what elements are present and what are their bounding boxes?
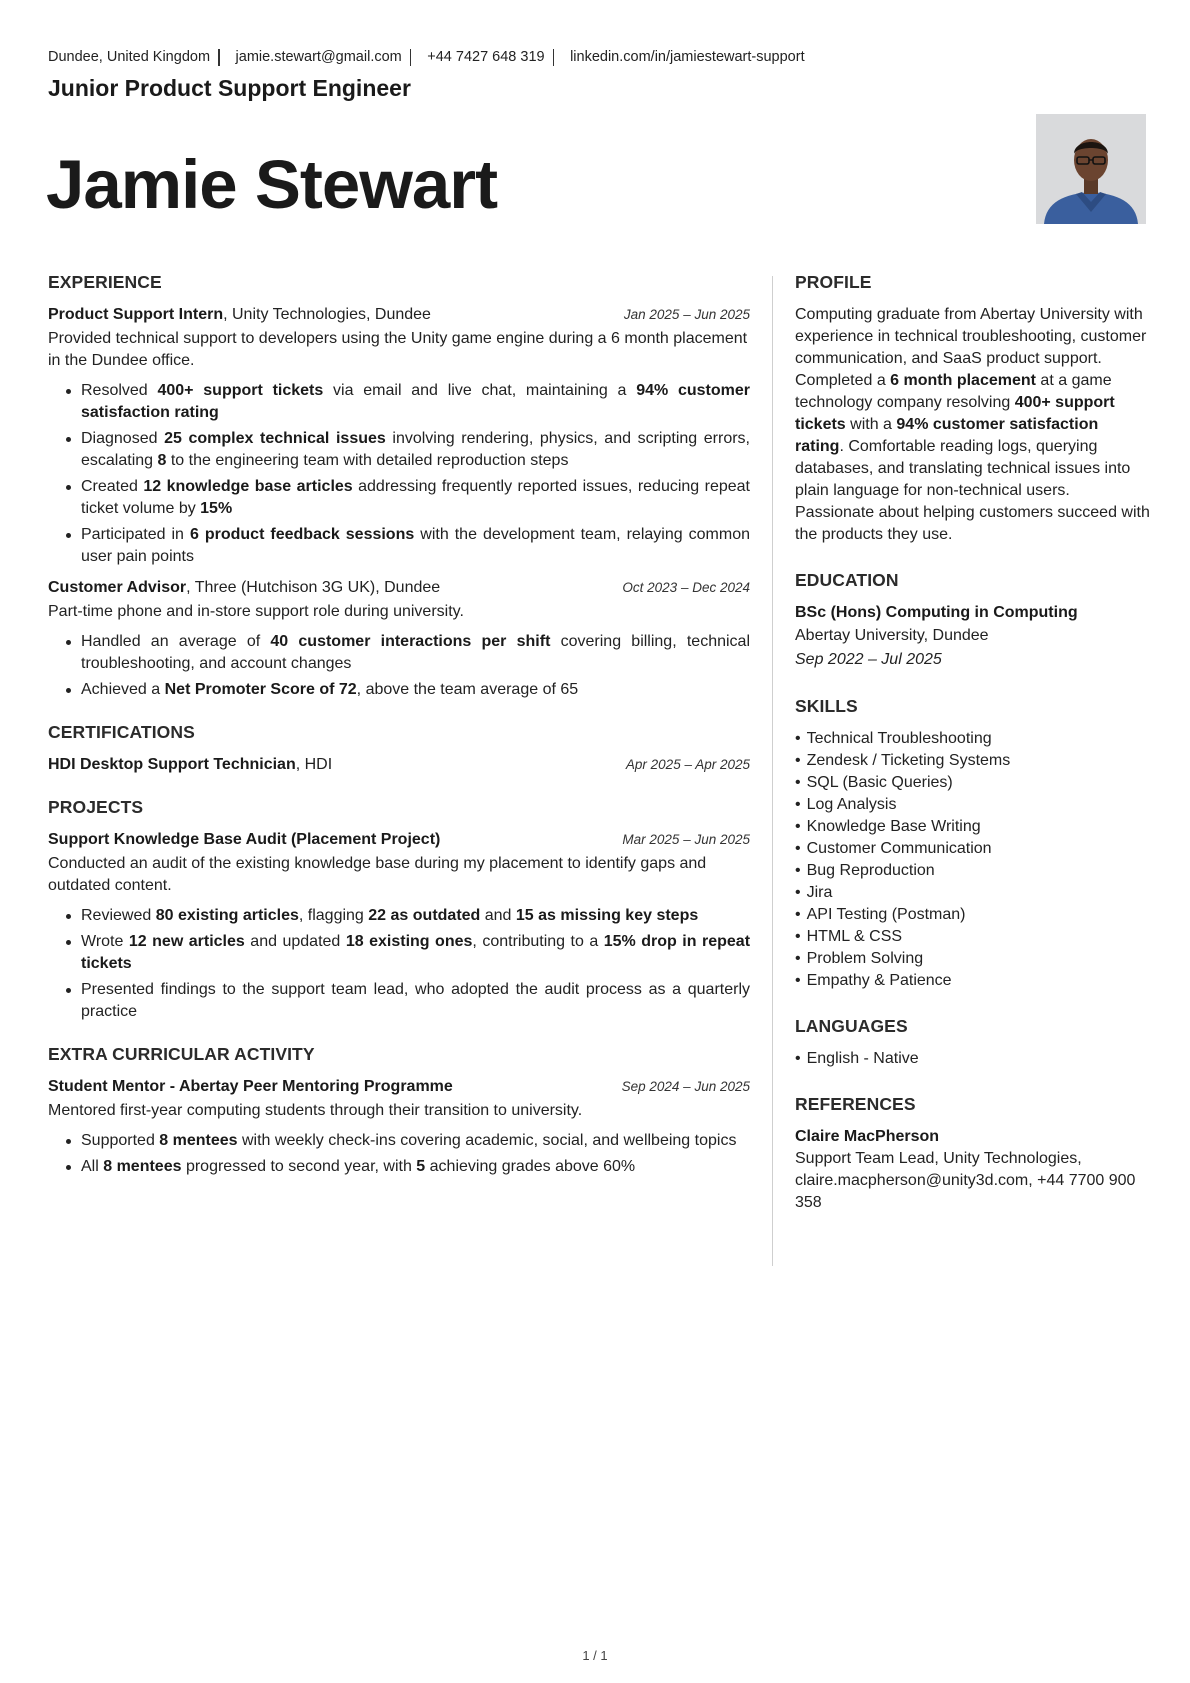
certification-entry — [48, 754, 750, 776]
entry-header — [48, 1076, 750, 1098]
entry-role: Student Mentor - Abertay Peer Mentoring Programme — [48, 1078, 453, 1095]
section-heading: CERTIFICATIONS — [48, 722, 195, 742]
candidate-name: Jamie Stewart — [46, 146, 498, 223]
entry-org: , Three (Hutchison 3G UK), Dundee — [186, 579, 441, 596]
column-divider — [772, 276, 773, 1266]
profile-text: Computing graduate from Abertay University with experience in technical troubleshooting, customer communication, and SaaS product support. Completed a 6 month placement at a game technology company resolving 400+ support tickets with a 94% customer satisfaction rating. Comfortable reading logs, querying databases, and translating technical issues into plain language for non-technical users. Passionate about helping customers succeed with the products they use. — [795, 306, 1150, 543]
entry-role: HDI Desktop Support Technician — [48, 756, 296, 773]
experience-entry — [48, 304, 750, 568]
skill-item: • Bug Reproduction — [795, 860, 1150, 882]
bullet-item: Presented findings to the support team lead, who adopted the audit process as a quarterly practice — [81, 979, 750, 1023]
section-heading: EXPERIENCE — [48, 272, 162, 292]
skill-item: • API Testing (Postman) — [795, 904, 1150, 926]
reference-details: Support Team Lead, Unity Technologies, claire.macpherson@unity3d.com, +44 7700 900 358 — [795, 1150, 1136, 1211]
skill-item: • HTML & CSS — [795, 926, 1150, 948]
entry-org: , Unity Technologies, Dundee — [223, 306, 431, 323]
contact-separator — [410, 49, 412, 66]
skill-item: • Knowledge Base Writing — [795, 816, 1150, 838]
section-heading: PROJECTS — [48, 797, 144, 817]
entry-description: Part-time phone and in-store support role during university. — [48, 603, 464, 620]
skill-item: • Technical Troubleshooting — [795, 728, 1150, 750]
bullet-list — [48, 1130, 750, 1178]
contact-separator — [218, 49, 220, 66]
entry-date: Mar 2025 – Jun 2025 — [622, 832, 750, 847]
projects-section — [48, 795, 750, 1023]
bullet-item: Diagnosed 25 complex technical issues involving rendering, physics, and scripting errors, escalating 8 to the engineering team with detailed reproduction steps — [81, 428, 750, 472]
contact-phone[interactable]: +44 7427 648 319 — [427, 49, 545, 65]
references-section — [795, 1092, 1150, 1214]
section-heading: PROFILE — [795, 272, 872, 292]
main-column — [48, 270, 750, 1197]
bullet-item: Handled an average of 40 customer interactions per shift covering billing, technical troubleshooting, and account changes — [81, 631, 750, 675]
skill-item: • Customer Communication — [795, 838, 1150, 860]
bullet-item: Resolved 400+ support tickets via email and live chat, maintaining a 94% customer satisfaction rating — [81, 380, 750, 424]
languages-list — [795, 1048, 1150, 1070]
entry-role: Customer Advisor — [48, 579, 187, 596]
skill-item: • Zendesk / Ticketing Systems — [795, 750, 1150, 772]
section-heading: EDUCATION — [795, 570, 899, 590]
reference-name: Claire MacPherson — [795, 1128, 940, 1145]
entry-org: , HDI — [295, 756, 333, 773]
entry-date: Oct 2023 – Dec 2024 — [622, 580, 750, 595]
contact-linkedin[interactable]: linkedin.com/in/jamiestewart-support — [570, 49, 805, 65]
contact-separator — [553, 49, 555, 66]
languages-section — [795, 1014, 1150, 1070]
entry-description: Conducted an audit of the existing knowledge base during my placement to identify gaps and outdated content. — [48, 855, 707, 894]
section-heading: LANGUAGES — [795, 1016, 908, 1036]
certifications-section — [48, 720, 750, 776]
entry-header — [48, 754, 750, 776]
bullet-list — [48, 380, 750, 568]
skills-section — [795, 694, 1150, 992]
bullet-item: Created 12 knowledge base articles addressing frequently reported issues, reducing repeat ticket volume by 15% — [81, 476, 750, 520]
entry-date: Jan 2025 – Jun 2025 — [623, 307, 750, 322]
skill-item: • SQL (Basic Queries) — [795, 772, 1150, 794]
section-heading: SKILLS — [795, 696, 858, 716]
entry-date: Sep 2024 – Jun 2025 — [621, 1079, 750, 1094]
entry-description: Mentored first-year computing students through their transition to university. — [48, 1102, 583, 1119]
bullet-item: Reviewed 80 existing articles, flagging 22 as outdated and 15 as missing key steps — [81, 905, 750, 927]
contact-email[interactable]: jamie.stewart@gmail.com — [235, 49, 402, 65]
page-number: 1 / 1 — [582, 1648, 608, 1663]
skill-item: • Jira — [795, 882, 1150, 904]
job-title: Junior Product Support Engineer — [48, 75, 411, 101]
bullet-item: Supported 8 mentees with weekly check-ins covering academic, social, and wellbeing topics — [81, 1130, 750, 1152]
bullet-item: Achieved a Net Promoter Score of 72, above the team average of 65 — [81, 679, 750, 701]
extracurricular-section — [48, 1042, 750, 1178]
section-heading: REFERENCES — [795, 1094, 916, 1114]
section-heading: EXTRA CURRICULAR ACTIVITY — [48, 1044, 315, 1064]
entry-header — [48, 577, 750, 599]
avatar-photo-icon — [1036, 114, 1146, 224]
education-school: Abertay University, Dundee — [795, 627, 989, 644]
education-section — [795, 568, 1150, 672]
project-entry — [48, 829, 750, 1023]
avatar — [1036, 114, 1146, 224]
bullet-item: Participated in 6 product feedback sessions with the development team, relaying common user pain points — [81, 524, 750, 568]
contact-location: Dundee, United Kingdom — [48, 49, 211, 65]
bullet-item: All 8 mentees progressed to second year, with 5 achieving grades above 60% — [81, 1156, 750, 1178]
education-date: Sep 2022 – Jul 2025 — [795, 651, 942, 668]
bullet-list — [48, 631, 750, 701]
skill-item: • Empathy & Patience — [795, 970, 1150, 992]
language-item: • English - Native — [795, 1048, 1150, 1070]
contact-bar — [48, 47, 805, 67]
skill-item: • Problem Solving — [795, 948, 1150, 970]
entry-header — [48, 304, 750, 326]
entry-role: Product Support Intern — [48, 306, 224, 323]
experience-entry — [48, 577, 750, 701]
skills-list — [795, 728, 1150, 992]
education-degree: BSc (Hons) Computing in Computing — [795, 604, 1078, 621]
entry-description: Provided technical support to developers using the Unity game engine during a 6 month placement in the Dundee office. — [48, 330, 748, 369]
sidebar-column — [795, 270, 1150, 1236]
activity-entry — [48, 1076, 750, 1178]
entry-date: Apr 2025 – Apr 2025 — [625, 757, 750, 772]
entry-role: Support Knowledge Base Audit (Placement Project) — [48, 831, 441, 848]
skill-item: • Log Analysis — [795, 794, 1150, 816]
profile-section — [795, 270, 1150, 546]
bullet-item: Wrote 12 new articles and updated 18 existing ones, contributing to a 15% drop in repeat tickets — [81, 931, 750, 975]
entry-header — [48, 829, 750, 851]
bullet-list — [48, 905, 750, 1023]
experience-section — [48, 270, 750, 701]
